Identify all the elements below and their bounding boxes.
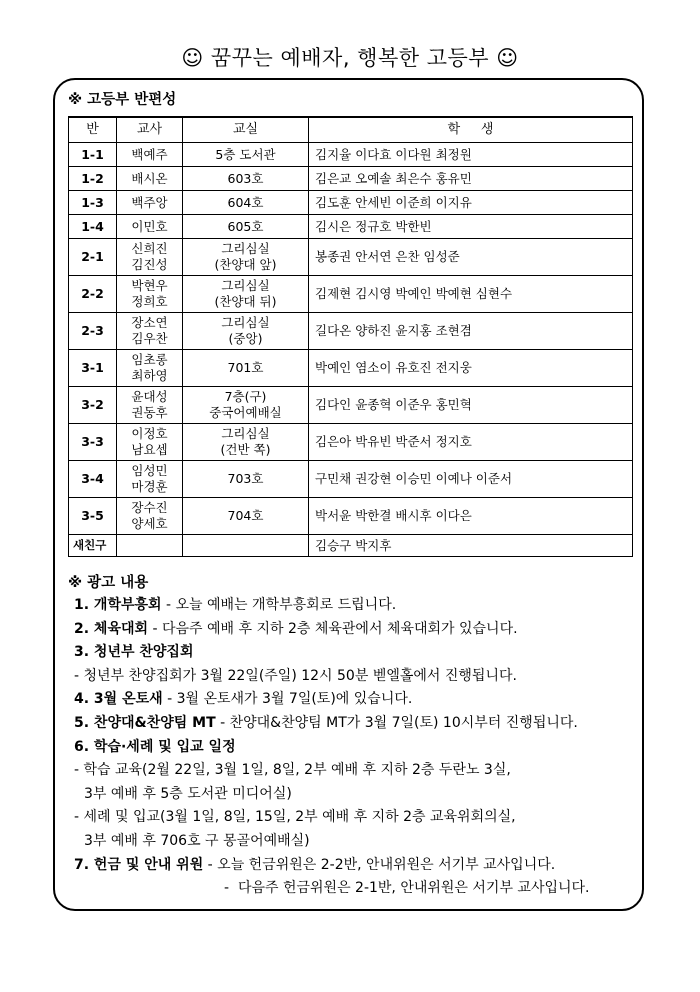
notice-item-text: - 3월 온토새가 3월 7일(토)에 있습니다. bbox=[162, 691, 413, 708]
teacher-name: 마경훈 bbox=[131, 479, 168, 494]
teacher-name: 임성민 bbox=[131, 463, 168, 479]
table-row bbox=[69, 276, 633, 313]
room-name: 704호 bbox=[227, 508, 264, 524]
teacher-name: 정희호 bbox=[131, 294, 168, 309]
newcomer-row bbox=[69, 535, 633, 557]
col-header-students: 학 생 bbox=[309, 117, 633, 143]
notice-line bbox=[68, 830, 643, 854]
table-row bbox=[69, 387, 633, 424]
class-number: 1-4 bbox=[69, 215, 117, 239]
notice-item-title: 7. 헌금 및 안내 위원 bbox=[74, 856, 204, 873]
teacher-name: 백예주 bbox=[131, 146, 168, 162]
class-number: 3-5 bbox=[69, 498, 117, 535]
notice-item-text: - 청년부 찬양집회가 3월 22일(주일) 12시 50분 벧엘홀에서 진행됩니다. bbox=[74, 667, 517, 684]
notice-item-title: 4. 3월 온토새 bbox=[74, 691, 163, 708]
room-cell bbox=[183, 498, 309, 535]
room-name: 604호 bbox=[227, 194, 264, 210]
col-header-ban: 반 bbox=[69, 117, 117, 143]
students-cell: 김은아 박유빈 박준서 정지호 bbox=[309, 424, 633, 461]
teacher-name: 장소연 bbox=[131, 315, 168, 331]
notice-item-text: - 오늘 헌금위원은 2-2반, 안내위원은 서기부 교사입니다. bbox=[203, 856, 556, 873]
teacher-cell bbox=[117, 461, 183, 498]
class-number: 2-3 bbox=[69, 313, 117, 350]
room-name: 605호 bbox=[227, 218, 264, 234]
room-cell bbox=[183, 387, 309, 424]
table-row bbox=[69, 313, 633, 350]
students-cell: 박서윤 박한결 배시후 이다은 bbox=[309, 498, 633, 535]
class-number: 3-2 bbox=[69, 387, 117, 424]
notice-item-title: 2. 체육대회 bbox=[74, 620, 149, 637]
notice-item-text: 3부 예배 후 706호 구 몽골어예배실) bbox=[84, 832, 310, 849]
class-number: 2-1 bbox=[69, 239, 117, 276]
notice-item-title: 6. 학습·세례 및 입교 일정 bbox=[74, 738, 236, 755]
teacher-name: 장수진 bbox=[131, 500, 168, 516]
notice-line bbox=[68, 641, 643, 665]
teacher-cell bbox=[117, 167, 183, 191]
room-cell bbox=[183, 167, 309, 191]
notice-item-text: 3부 예배 후 5층 도서관 미디어실) bbox=[84, 785, 292, 802]
room-name: 7층(구) bbox=[224, 389, 267, 405]
roster-heading: ※ 고등부 반편성 bbox=[68, 92, 177, 108]
room-cell bbox=[183, 215, 309, 239]
room-name: (건반 쪽) bbox=[220, 442, 271, 457]
notice-line bbox=[68, 854, 643, 878]
notice-line bbox=[68, 618, 643, 642]
teacher-cell bbox=[117, 191, 183, 215]
notice-line bbox=[68, 688, 643, 712]
room-cell bbox=[183, 143, 309, 167]
room-name: 703호 bbox=[227, 471, 264, 487]
newcomer-teacher-cell bbox=[117, 535, 183, 557]
students-cell: 길다온 양하진 윤지홍 조현겸 bbox=[309, 313, 633, 350]
notice-line bbox=[68, 594, 643, 618]
teacher-name: 최하영 bbox=[131, 368, 168, 383]
newcomer-label: 새친구 bbox=[69, 535, 117, 557]
room-name: (중앙) bbox=[228, 331, 263, 346]
class-number: 1-3 bbox=[69, 191, 117, 215]
teacher-cell bbox=[117, 143, 183, 167]
teacher-cell bbox=[117, 313, 183, 350]
table-header-row bbox=[69, 117, 633, 143]
notice-item-text: - 다음주 헌금위원은 2-1반, 안내위원은 서기부 교사입니다. bbox=[224, 880, 590, 897]
room-name: 그리심실 bbox=[221, 278, 270, 294]
notice-item-text: - 오늘 예배는 개학부흥회로 드립니다. bbox=[161, 597, 397, 613]
table-row bbox=[69, 350, 633, 387]
teacher-name: 윤대성 bbox=[131, 389, 168, 405]
room-cell bbox=[183, 424, 309, 461]
room-cell bbox=[183, 276, 309, 313]
room-name: 그리심실 bbox=[221, 315, 270, 331]
teacher-name: 남요셉 bbox=[131, 442, 168, 457]
notice-item-title: 1. 개학부흥회 bbox=[74, 597, 162, 613]
room-name: 중국어예배실 bbox=[209, 405, 282, 420]
teacher-name: 박현우 bbox=[131, 278, 168, 294]
class-number: 1-1 bbox=[69, 143, 117, 167]
room-name: (찬양대 뒤) bbox=[214, 294, 277, 309]
students-cell: 봉종권 안서연 은찬 임성준 bbox=[309, 239, 633, 276]
table-row bbox=[69, 498, 633, 535]
notice-line bbox=[68, 783, 643, 807]
page-title: ☺ 꿈꾸는 예배자, 행복한 고등부 ☺ bbox=[181, 46, 519, 70]
table-row bbox=[69, 424, 633, 461]
room-name: 5층 도서관 bbox=[215, 146, 276, 162]
room-name: 701호 bbox=[227, 360, 264, 376]
teacher-name: 김우찬 bbox=[131, 331, 168, 346]
teacher-cell bbox=[117, 350, 183, 387]
teacher-cell bbox=[117, 498, 183, 535]
notice-item-text: - 찬양대&찬양팀 MT가 3월 7일(토) 10시부터 진행됩니다. bbox=[215, 714, 578, 731]
students-cell: 김은교 오예솔 최은수 홍유민 bbox=[309, 167, 633, 191]
notice-item-text: - 학습 교육(2월 22일, 3월 1일, 8일, 2부 예배 후 지하 2층 두란노 3실, bbox=[74, 762, 511, 779]
class-roster-table bbox=[68, 116, 633, 557]
notice-item-text: - 세례 및 입교(3월 1일, 8일, 15일, 2부 예배 후 지하 2층 교육위회의실, bbox=[74, 809, 516, 826]
students-cell: 김도훈 안세빈 이준희 이지유 bbox=[309, 191, 633, 215]
table-row bbox=[69, 461, 633, 498]
notices-list bbox=[68, 594, 643, 901]
teacher-name: 이정호 bbox=[131, 426, 168, 442]
room-name: 603호 bbox=[227, 170, 264, 186]
notice-line bbox=[68, 806, 643, 830]
room-name: 그리심실 bbox=[221, 241, 270, 257]
newcomer-students: 김승구 박지후 bbox=[309, 535, 633, 557]
room-cell bbox=[183, 350, 309, 387]
teacher-cell bbox=[117, 276, 183, 313]
teacher-name: 권동후 bbox=[131, 405, 168, 420]
notice-line bbox=[68, 712, 643, 736]
notices-heading: ※ 광고 내용 bbox=[68, 575, 149, 591]
class-number: 3-1 bbox=[69, 350, 117, 387]
col-header-room: 교실 bbox=[183, 117, 309, 143]
teacher-name: 임초롱 bbox=[131, 352, 168, 368]
room-name: 그리심실 bbox=[221, 426, 270, 442]
students-cell: 구민채 권강현 이승민 이예나 이준서 bbox=[309, 461, 633, 498]
teacher-name: 백주앙 bbox=[131, 194, 168, 210]
students-cell: 김다인 윤종혁 이준우 홍민혁 bbox=[309, 387, 633, 424]
teacher-name: 김진성 bbox=[131, 257, 168, 272]
room-cell bbox=[183, 239, 309, 276]
class-number: 3-4 bbox=[69, 461, 117, 498]
teacher-cell bbox=[117, 239, 183, 276]
teacher-name: 양세호 bbox=[131, 516, 168, 531]
notice-line bbox=[68, 877, 643, 901]
teacher-cell bbox=[117, 387, 183, 424]
notice-item-title: 5. 찬양대&찬양팀 MT bbox=[74, 714, 216, 731]
table-row bbox=[69, 239, 633, 276]
table-row bbox=[69, 215, 633, 239]
table-row bbox=[69, 143, 633, 167]
students-cell: 김시은 정규호 박한빈 bbox=[309, 215, 633, 239]
notice-line bbox=[68, 665, 643, 689]
teacher-name: 신희진 bbox=[131, 241, 168, 257]
notice-item-title: 3. 청년부 찬양집회 bbox=[74, 644, 194, 661]
roster-body bbox=[69, 143, 633, 557]
room-name: (찬양대 앞) bbox=[214, 257, 277, 272]
class-number: 3-3 bbox=[69, 424, 117, 461]
col-header-teacher: 교사 bbox=[117, 117, 183, 143]
room-cell bbox=[183, 461, 309, 498]
table-row bbox=[69, 191, 633, 215]
teacher-name: 배시온 bbox=[131, 170, 168, 186]
students-cell: 김제현 김시영 박예인 박예현 심현수 bbox=[309, 276, 633, 313]
table-row bbox=[69, 167, 633, 191]
notice-line bbox=[68, 759, 643, 783]
students-cell: 박예인 염소이 유호진 전지웅 bbox=[309, 350, 633, 387]
students-cell: 김지율 이다효 이다원 최정원 bbox=[309, 143, 633, 167]
teacher-cell bbox=[117, 424, 183, 461]
notice-item-text: - 다음주 예배 후 지하 2층 체육관에서 체육대회가 있습니다. bbox=[148, 620, 518, 637]
teacher-cell bbox=[117, 215, 183, 239]
class-number: 2-2 bbox=[69, 276, 117, 313]
class-number: 1-2 bbox=[69, 167, 117, 191]
room-cell bbox=[183, 191, 309, 215]
newcomer-room-cell bbox=[183, 535, 309, 557]
notice-line bbox=[68, 736, 643, 760]
room-cell bbox=[183, 313, 309, 350]
teacher-name: 이민호 bbox=[131, 218, 168, 234]
